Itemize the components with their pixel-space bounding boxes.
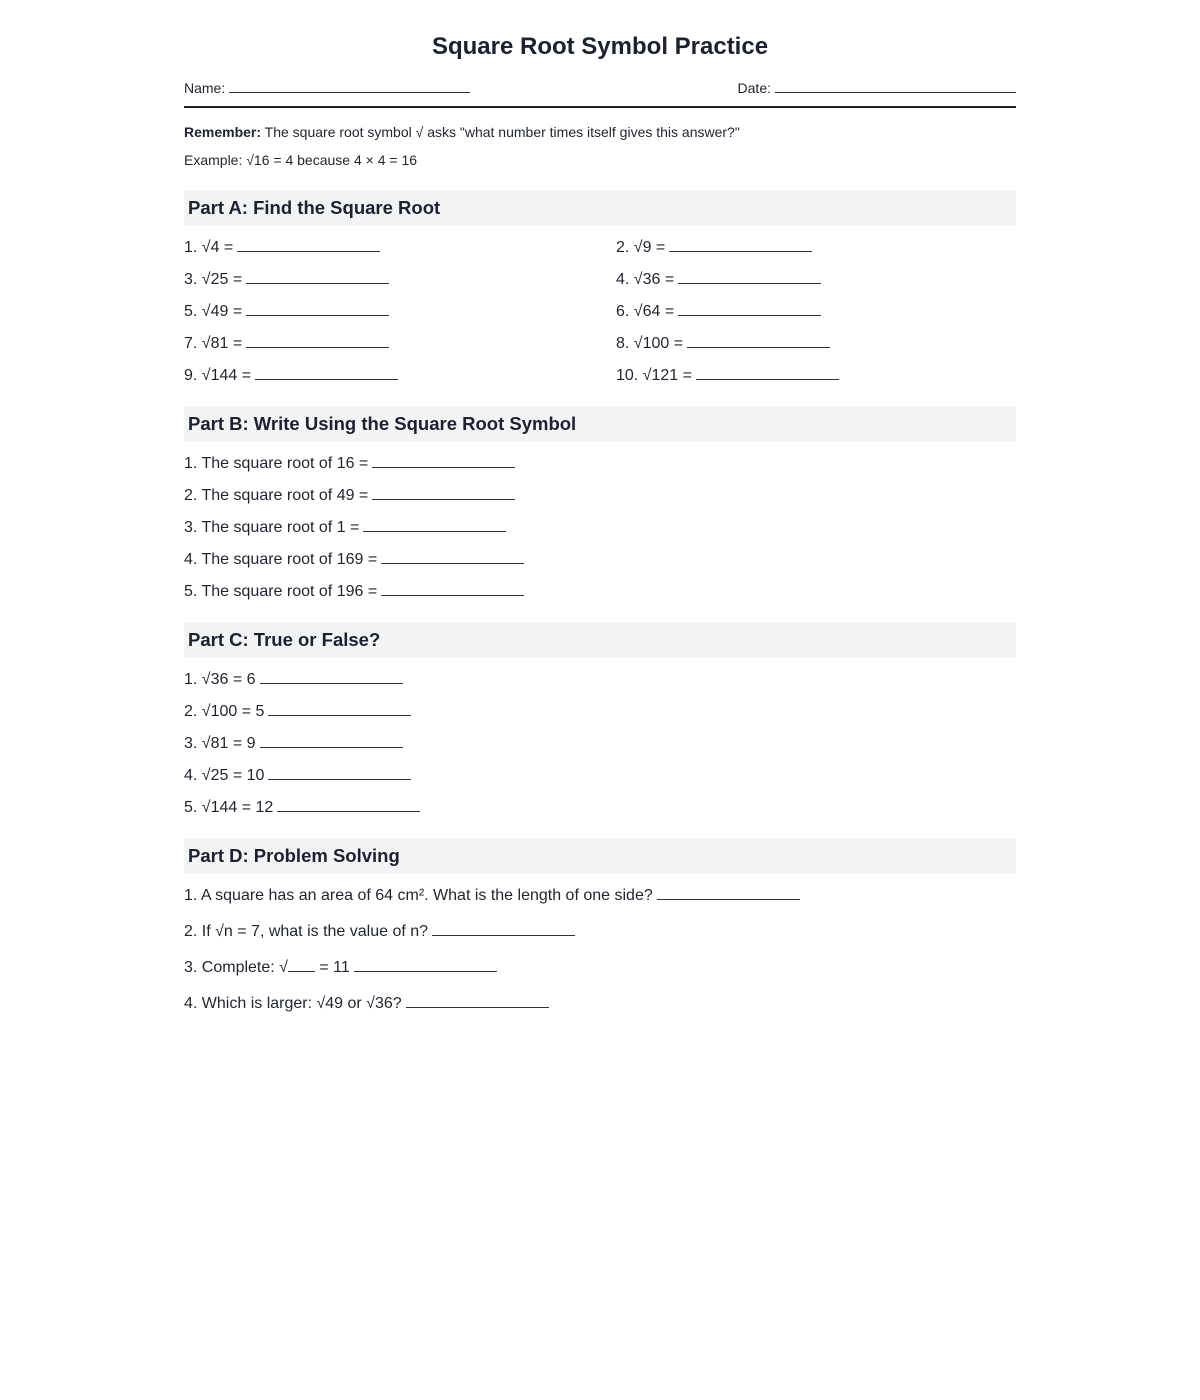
answer-blank[interactable] — [657, 883, 800, 900]
remember-label: Remember: — [184, 124, 262, 140]
question-text: 5. √49 = — [184, 303, 243, 320]
question — [184, 363, 398, 386]
answer-blank[interactable] — [277, 795, 420, 812]
question-text: 2. If √n = 7, what is the value of n? — [184, 923, 429, 940]
question-suffix: = 11 — [314, 959, 350, 976]
name-field — [184, 76, 470, 98]
question — [184, 267, 389, 290]
question — [184, 731, 403, 754]
answer-blank[interactable] — [372, 483, 515, 500]
answer-blank[interactable] — [260, 731, 403, 748]
answer-blank[interactable] — [246, 267, 389, 284]
question-text: 5. √144 = 12 — [184, 799, 274, 816]
part-a-heading: Part A: Find the Square Root — [184, 190, 1016, 226]
question-text: 1. √36 = 6 — [184, 671, 256, 688]
question-text: 7. √81 = — [184, 335, 243, 352]
remember-note — [184, 122, 740, 142]
question — [184, 331, 389, 354]
question — [184, 699, 411, 722]
date-field — [738, 76, 1016, 98]
answer-blank[interactable] — [669, 235, 812, 252]
page-title: Square Root Symbol Practice — [431, 33, 769, 60]
question — [184, 235, 380, 258]
question — [184, 795, 420, 818]
question — [184, 299, 389, 322]
question-text: 4. Which is larger: √49 or √36? — [184, 995, 402, 1012]
question-text: 5. The square root of 196 = — [184, 583, 378, 600]
question-text: 6. √64 = — [616, 303, 675, 320]
question — [184, 515, 506, 538]
answer-blank[interactable] — [246, 299, 389, 316]
question-text: 1. The square root of 16 = — [184, 455, 369, 472]
answer-blank[interactable] — [268, 763, 411, 780]
question-text: 3. The square root of 1 = — [184, 519, 360, 536]
answer-blank[interactable] — [260, 667, 403, 684]
question-text: 3. √81 = 9 — [184, 735, 256, 752]
example-note: Example: √16 = 4 because 4 × 4 = 16 — [184, 152, 418, 168]
answer-blank[interactable] — [406, 991, 549, 1008]
question-text: 4. The square root of 169 = — [184, 551, 378, 568]
question-text: 2. √9 = — [616, 239, 666, 256]
part-d-heading: Part D: Problem Solving — [184, 838, 1016, 874]
answer-blank[interactable] — [696, 363, 839, 380]
part-b-heading: Part B: Write Using the Square Root Symbol — [184, 406, 1016, 442]
answer-blank[interactable] — [678, 299, 821, 316]
question-text: 4. √36 = — [616, 271, 675, 288]
question — [184, 451, 515, 474]
date-label: Date: — [737, 80, 771, 96]
question — [184, 763, 411, 786]
question-text: 8. √100 = — [616, 335, 684, 352]
question-text: 4. √25 = 10 — [184, 767, 265, 784]
question — [184, 955, 497, 978]
question — [184, 547, 524, 570]
header-fields — [184, 76, 1016, 108]
answer-blank[interactable] — [246, 331, 389, 348]
answer-blank[interactable] — [372, 451, 515, 468]
answer-blank[interactable] — [381, 547, 524, 564]
question — [616, 267, 821, 290]
answer-blank[interactable] — [381, 579, 524, 596]
answer-blank[interactable] — [432, 919, 575, 936]
question-text: 1. A square has an area of 64 cm². What is the length of one side? — [184, 887, 653, 904]
name-label: Name: — [184, 80, 226, 96]
question-text: 2. √100 = 5 — [184, 703, 265, 720]
question-text: 2. The square root of 49 = — [184, 487, 369, 504]
name-blank[interactable] — [229, 76, 470, 93]
answer-blank[interactable] — [255, 363, 398, 380]
question-text: 9. √144 = — [184, 367, 252, 384]
question-text: 1. √4 = — [184, 239, 234, 256]
answer-blank[interactable] — [354, 955, 497, 972]
answer-blank[interactable] — [268, 699, 411, 716]
inline-blank[interactable] — [288, 955, 315, 972]
question — [184, 883, 800, 906]
question-text: 10. √121 = — [616, 367, 692, 384]
answer-blank[interactable] — [363, 515, 506, 532]
remember-text: The square root symbol √ asks "what number times itself gives this answer?" — [261, 124, 740, 140]
question — [184, 991, 549, 1014]
question — [616, 331, 830, 354]
question — [184, 483, 515, 506]
question — [616, 235, 812, 258]
answer-blank[interactable] — [678, 267, 821, 284]
part-c-heading: Part C: True or False? — [184, 622, 1016, 658]
question — [184, 667, 403, 690]
answer-blank[interactable] — [687, 331, 830, 348]
question-text: 3. √25 = — [184, 271, 243, 288]
question — [184, 579, 524, 602]
question — [616, 363, 839, 386]
date-blank[interactable] — [775, 76, 1016, 93]
answer-blank[interactable] — [237, 235, 380, 252]
question — [616, 299, 821, 322]
question — [184, 919, 575, 942]
question-prefix: 3. Complete: √ — [184, 959, 288, 976]
